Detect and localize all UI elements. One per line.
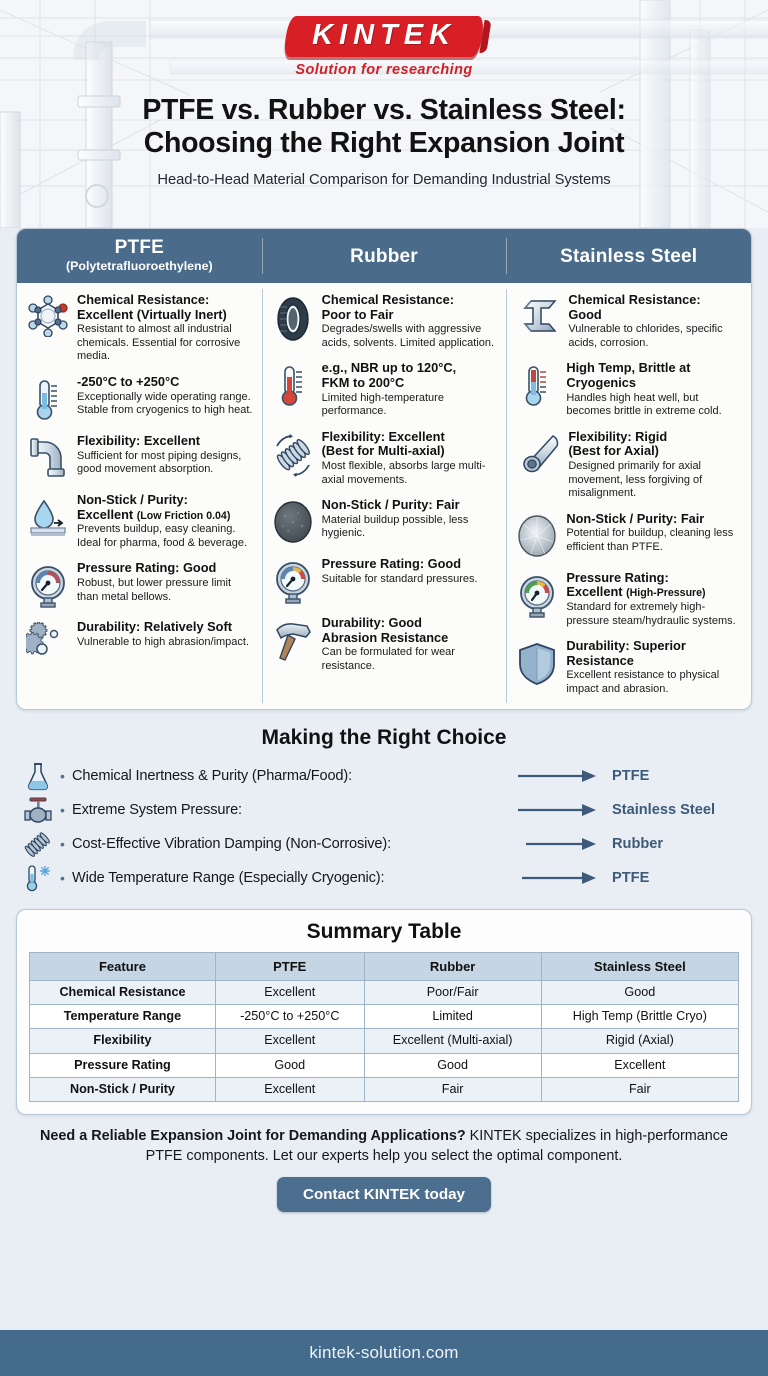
tire-icon	[271, 293, 315, 341]
feature-description: Standard for extremely high-pressure steam/hydraulic systems.	[566, 600, 736, 627]
feature-heading: -250°C to +250°C	[77, 373, 180, 389]
choice-label: Wide Temperature Range (Especially Cryogenic):	[72, 869, 385, 886]
cta-section	[0, 1115, 768, 1213]
table-cell: Limited	[364, 1005, 541, 1029]
feature-heading: Durability: Relatively Soft	[77, 619, 233, 635]
feature-item	[271, 557, 498, 605]
feature-heading-line2: (Best for Axial)	[568, 443, 659, 459]
table-row	[30, 1077, 739, 1101]
footer-bar	[0, 1330, 768, 1376]
table-cell: Fair	[541, 1077, 738, 1101]
feature-description: Excellent resistance to physical impact and abrasion.	[566, 669, 720, 695]
feature-heading	[322, 430, 498, 459]
feature-heading: Pressure Rating: Good	[321, 556, 462, 572]
feature-heading-line2: Abrasion Resistance	[321, 629, 449, 645]
feature-heading-line1: Chemical Resistance:	[77, 291, 210, 307]
feature-heading	[77, 493, 253, 522]
feature-heading-line1: Chemical Resistance:	[568, 291, 701, 307]
arrow-right-icon	[516, 768, 612, 784]
gears-icon	[26, 620, 70, 668]
valve-icon	[16, 795, 60, 825]
feature-text	[77, 561, 253, 609]
feature-item	[515, 361, 742, 418]
elbow-pipe-icon	[26, 434, 70, 482]
feature-heading-line2: Excellent (Virtually Inert)	[77, 306, 227, 322]
feature-text	[566, 639, 742, 696]
feature-heading-line1: Non-Stick / Purity:	[77, 491, 188, 507]
page-subtitle: Head-to-Head Material Comparison for Demanding Industrial Systems	[157, 172, 611, 189]
water-droplet-icon	[26, 493, 70, 541]
choice-label: Extreme System Pressure:	[72, 801, 242, 818]
feature-heading-line2: Excellent	[77, 506, 134, 522]
feature-heading-line1: High Temp, Brittle at	[566, 360, 691, 376]
feature-heading	[568, 430, 742, 459]
feature-description: Degrades/swells with aggressive acids, solvents. Limited application.	[321, 323, 495, 349]
arrow-right-icon	[516, 870, 612, 886]
feature-heading	[77, 293, 253, 322]
feature-heading-line2: (Best for Multi-axial)	[321, 443, 445, 459]
feature-heading-line1: Durability: Good	[321, 615, 422, 631]
feature-heading-line1: Chemical Resistance:	[321, 291, 454, 307]
feature-text	[77, 493, 253, 550]
choice-row	[16, 861, 752, 895]
feature-text	[322, 430, 498, 487]
feature-text	[77, 620, 253, 668]
table-header-cell: PTFE	[215, 952, 364, 981]
table-cell: Non-Stick / Purity	[30, 1077, 216, 1101]
cta-body: KINTEK specializes in high-performance PTFE components. Let our experts help you select the optimal component.	[145, 1127, 728, 1164]
feature-description: Resistant to almost all industrial chemicals. Essential for corrosive media.	[77, 323, 241, 363]
logo-badge	[283, 16, 485, 57]
arrow-right-icon	[516, 802, 612, 818]
pressure-gauge-color-icon	[515, 571, 559, 619]
choice-row	[16, 793, 752, 827]
choice-answer: PTFE	[612, 869, 650, 886]
feature-item	[26, 493, 253, 550]
bullet: •	[60, 767, 65, 784]
feature-item	[271, 430, 498, 487]
summary-table	[29, 952, 739, 1102]
feature-description: Exceptionally wide operating range. Stable from cryogenics to high heat.	[77, 390, 253, 417]
table-header-cell: Rubber	[364, 952, 541, 981]
table-header-cell: Stainless Steel	[541, 952, 738, 981]
i-beam-icon	[515, 293, 561, 341]
feature-heading-line2: Cryogenics	[566, 374, 637, 390]
comparison-column-ptfe	[17, 283, 262, 709]
brushed-metal-icon	[515, 512, 559, 560]
column-header-rubber-name: Rubber	[350, 246, 418, 267]
feature-item	[26, 620, 253, 668]
feature-heading	[566, 639, 742, 668]
feature-description: Potential for buildup, cleaning less efficient than PTFE.	[566, 527, 734, 553]
choice-answer: PTFE	[612, 767, 650, 784]
feature-text	[322, 293, 498, 350]
feature-heading	[566, 361, 742, 390]
table-cell: Good	[215, 1053, 364, 1077]
table-cell: Excellent	[215, 1029, 364, 1053]
header-section	[0, 0, 768, 228]
cta-lead: Need a Reliable Expansion Joint for Demanding Applications?	[40, 1127, 466, 1144]
feature-text	[566, 571, 742, 628]
feature-heading-line2: Good	[568, 306, 602, 322]
feature-text	[77, 293, 253, 364]
page-title	[0, 94, 768, 162]
feature-heading	[566, 571, 742, 600]
feature-text	[568, 293, 742, 350]
contact-kintek-button[interactable]: Contact KINTEK today	[277, 1177, 491, 1212]
feature-item	[515, 571, 742, 628]
choice-section-title: Making the Right Choice	[261, 725, 507, 749]
table-cell: Excellent	[215, 981, 364, 1005]
shield-icon	[515, 639, 559, 687]
feature-text	[322, 557, 498, 605]
feature-description: Sufficient for most piping designs, good movement absorption.	[77, 449, 242, 476]
bellows-flex-icon	[271, 430, 315, 478]
pressure-gauge-icon	[271, 557, 315, 605]
website-url[interactable]: kintek-solution.com	[309, 1343, 459, 1362]
table-cell: Rigid (Axial)	[541, 1029, 738, 1053]
feature-description: Robust, but lower pressure limit than metal bellows.	[77, 576, 232, 603]
making-the-right-choice-section	[0, 710, 768, 901]
feature-description: Most flexible, absorbs large multi-axial movements.	[321, 459, 486, 486]
choice-label: Cost-Effective Vibration Damping (Non-Corrosive):	[72, 835, 391, 852]
page-title-line2: Choosing the Right Expansion Joint	[143, 127, 625, 160]
choice-answer: Rubber	[612, 835, 664, 852]
logo-text: KINTEK	[312, 19, 457, 51]
rough-surface-icon	[271, 498, 315, 546]
feature-item	[515, 430, 742, 501]
feature-description: Material buildup possible, less hygienic.	[321, 513, 469, 540]
column-header-steel	[506, 229, 751, 283]
table-cell: -250°C to +250°C	[215, 1005, 364, 1029]
feature-item	[271, 361, 498, 418]
feature-text	[322, 616, 498, 673]
feature-heading-line1: e.g., NBR up to 120°C,	[321, 360, 457, 376]
feature-heading: Non-Stick / Purity: Fair	[321, 497, 460, 513]
feature-item	[26, 561, 253, 609]
feature-item	[515, 293, 742, 350]
molecule-icon	[26, 293, 70, 341]
cta-text	[26, 1127, 742, 1167]
feature-item	[515, 639, 742, 696]
feature-text	[568, 430, 742, 501]
page-title-line1: PTFE vs. Rubber vs. Stainless Steel:	[142, 93, 626, 126]
comparison-body	[17, 283, 751, 709]
column-header-rubber	[262, 229, 507, 283]
feature-heading-line2: Excellent	[566, 584, 623, 600]
choice-row	[16, 827, 752, 861]
feature-item	[26, 434, 253, 482]
feature-description: Vulnerable to high abrasion/impact.	[77, 635, 250, 648]
bellows-icon	[16, 829, 60, 859]
feature-heading	[568, 293, 742, 322]
arrow-right-icon	[516, 836, 612, 852]
feature-text	[77, 375, 253, 423]
feature-heading-line1: Flexibility: Excellent	[321, 428, 445, 444]
table-header-row	[30, 952, 739, 981]
rigid-pipe-icon	[515, 430, 561, 478]
comparison-column-steel	[506, 283, 751, 709]
table-cell: Excellent	[215, 1077, 364, 1101]
table-cell: Chemical Resistance	[30, 981, 216, 1005]
feature-item	[515, 512, 742, 560]
feature-heading-line2: Poor to Fair	[321, 306, 394, 322]
comparison-card	[16, 228, 752, 710]
flask-icon	[16, 761, 60, 791]
thermometer-dual-icon	[515, 361, 559, 409]
feature-heading-line2: FKM to 200°C	[321, 374, 405, 390]
table-cell: Excellent (Multi-axial)	[364, 1029, 541, 1053]
feature-text	[77, 434, 253, 482]
feature-text	[566, 512, 742, 560]
bullet: •	[60, 869, 65, 886]
feature-heading	[322, 293, 498, 322]
feature-heading-note: (High-Pressure)	[626, 587, 706, 600]
logo-tagline: Solution for researching	[295, 61, 473, 78]
feature-heading-note: (Low Friction 0.04)	[136, 509, 231, 522]
feature-item	[271, 498, 498, 546]
feature-heading: Non-Stick / Purity: Fair	[566, 510, 705, 526]
column-header-steel-name: Stainless Steel	[560, 246, 698, 267]
feature-text	[322, 361, 498, 418]
comparison-column-rubber	[262, 283, 507, 709]
feature-description: Designed primarily for axial movement, less forgiving of misalignment.	[568, 459, 703, 500]
feature-item	[271, 616, 498, 673]
column-header-ptfe	[17, 229, 262, 283]
brand-logo[interactable]	[0, 0, 768, 78]
table-row	[30, 981, 739, 1005]
feature-text	[322, 498, 498, 546]
feature-heading	[322, 616, 498, 645]
table-cell: Good	[364, 1053, 541, 1077]
table-cell: Good	[541, 981, 738, 1005]
table-cell: Poor/Fair	[364, 981, 541, 1005]
table-header-cell: Feature	[30, 952, 216, 981]
bullet: •	[60, 835, 65, 852]
table-cell: High Temp (Brittle Cryo)	[541, 1005, 738, 1029]
feature-description: Suitable for standard pressures.	[321, 572, 478, 585]
pressure-gauge-icon	[26, 561, 70, 609]
hammer-icon	[271, 616, 315, 664]
feature-heading-line1: Flexibility: Rigid	[568, 428, 668, 444]
feature-heading: Flexibility: Excellent	[77, 432, 201, 448]
bullet: •	[60, 801, 65, 818]
table-cell: Pressure Rating	[30, 1053, 216, 1077]
table-cell: Fair	[364, 1077, 541, 1101]
thermometer-hot-icon	[271, 361, 315, 409]
feature-heading-line2: Resistance	[566, 652, 634, 668]
summary-table-title: Summary Table	[306, 919, 462, 943]
table-cell: Flexibility	[30, 1029, 216, 1053]
feature-heading-line1: Pressure Rating:	[566, 569, 669, 585]
choice-answer: Stainless Steel	[612, 801, 716, 818]
summary-table-card	[16, 909, 752, 1115]
table-row	[30, 1053, 739, 1077]
table-row	[30, 1029, 739, 1053]
thermometer-snowflake-icon	[16, 863, 60, 893]
table-cell: Temperature Range	[30, 1005, 216, 1029]
feature-description: Vulnerable to chlorides, specific acids, corrosion.	[568, 323, 723, 349]
feature-item	[271, 293, 498, 350]
feature-item	[26, 293, 253, 364]
comparison-header-row	[17, 229, 751, 283]
feature-description: Can be formulated for wear resistance.	[321, 646, 455, 672]
column-header-ptfe-name: PTFE	[114, 237, 165, 258]
feature-description: Handles high heat well, but becomes brittle in extreme cold.	[566, 391, 722, 418]
choice-row	[16, 759, 752, 793]
feature-heading: Pressure Rating: Good	[77, 560, 217, 576]
feature-description: Limited high-temperature performance.	[321, 391, 444, 418]
feature-description: Prevents buildup, easy cleaning. Ideal for pharma, food & beverage.	[77, 523, 247, 549]
table-row	[30, 1005, 739, 1029]
choice-label: Chemical Inertness & Purity (Pharma/Food):	[72, 767, 353, 784]
feature-text	[566, 361, 742, 418]
table-cell: Excellent	[541, 1053, 738, 1077]
thermometer-cold-icon	[26, 375, 70, 423]
feature-item	[26, 375, 253, 423]
feature-heading	[322, 361, 498, 390]
feature-heading-line1: Durability: Superior	[566, 638, 686, 654]
column-header-ptfe-sub: (Polytetrafluoroethylene)	[66, 258, 213, 273]
